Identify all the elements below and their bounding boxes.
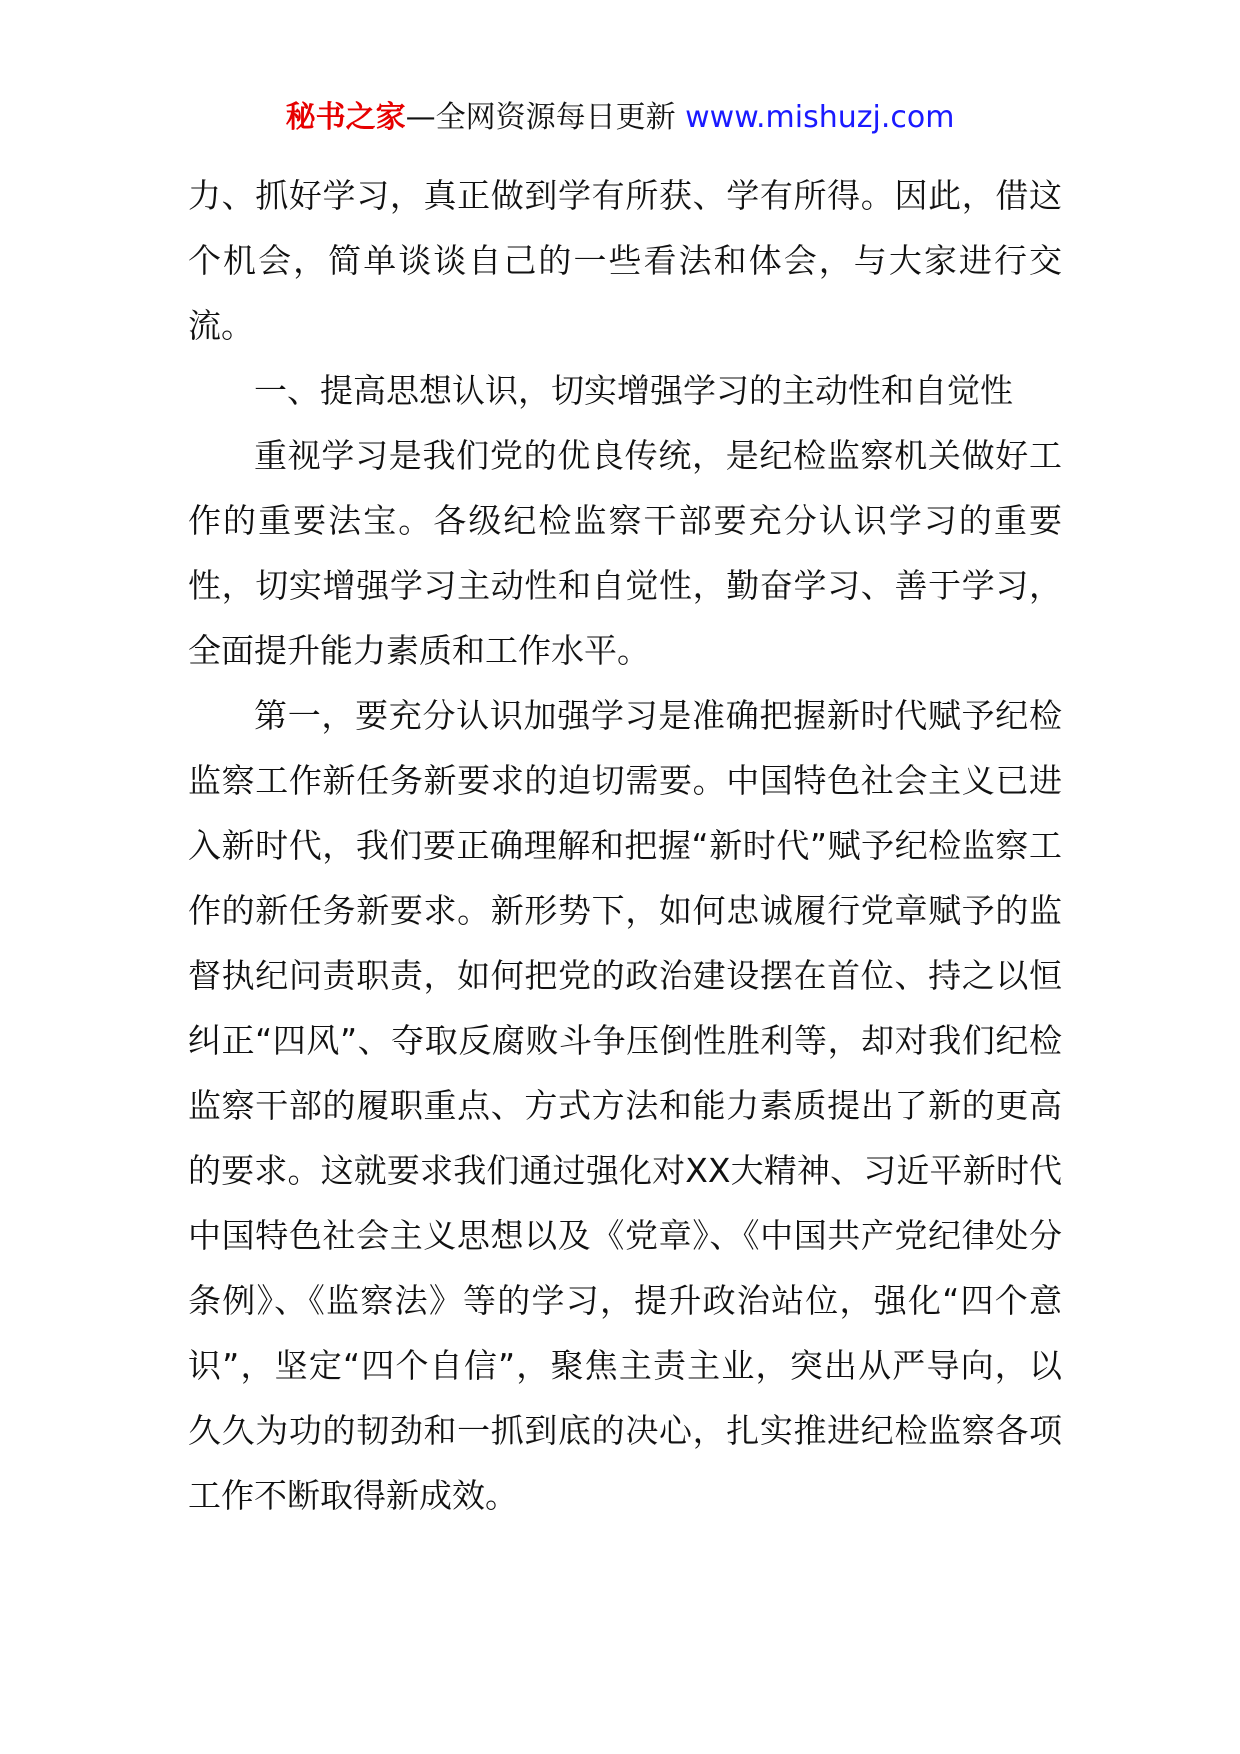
document-body [188,163,1062,1528]
paragraph-first-point: 第一，要充分认识加强学习是准确把握新时代赋予纪检监察工作新任务新要求的迫切需要。中国特色社会主义已进入新时代，我们要正确理解和把握“新时代”赋予纪检监察工作的新任务新要求。新形势下，如何忠诚履行党章赋予的监督执纪问责职责，如何把党的政治建设摆在首位、持之以恒纠正“四风”、夺取反腐败斗争压倒性胜利等，却对我们纪检监察干部的履职重点、方式方法和能力素质提出了新的更高的要求。这就要求我们通过强化对XX大精神、习近平新时代中国特色社会主义思想以及《党章》、《中国共产党纪律处分条例》、《监察法》等的学习，提升政治站位，强化“四个意识”，坚定“四个自信”，聚焦主责主业，突出从严导向，以久久为功的韧劲和一抓到底的决心，扎实推进纪检监察各项工作不断取得新成效。 [188,696,1062,1515]
site-header [0,98,1240,138]
site-url-link[interactable]: www.mishuzj.com [685,100,955,135]
section-heading-1: 一、提高思想认识，切实增强学习的主动性和自觉性 [254,371,1013,410]
paragraph-study-importance: 重视学习是我们党的优良传统，是纪检监察机关做好工作的重要法宝。各级纪检监察干部要充分认识学习的重要性，切实增强学习主动性和自觉性，勤奋学习、善于学习，全面提升能力素质和工作水平。 [188,436,1062,670]
site-brand: 秘书之家 [285,100,406,135]
site-tagline: —全网资源每日更新 [405,100,686,135]
paragraph-intro-continuation: 力、抓好学习，真正做到学有所获、学有所得。因此，借这个机会，简单谈谈自己的一些看法和体会，与大家进行交流。 [188,176,1062,345]
